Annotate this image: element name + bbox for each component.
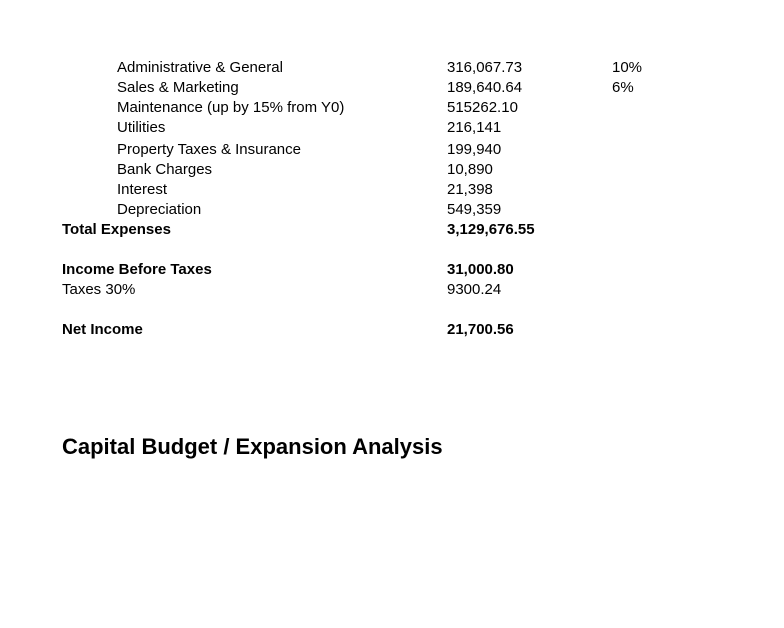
total-expenses-label: Total Expenses — [62, 221, 171, 238]
expense-row-utilities — [0, 118, 784, 138]
income-before-taxes-row — [0, 260, 784, 280]
expense-row-maintenance — [0, 98, 784, 118]
expense-label: Interest — [117, 181, 168, 198]
expense-label: Utilities — [117, 119, 166, 136]
taxes-value: 9300.24 — [447, 281, 502, 298]
expense-label: Administrative & General — [117, 59, 283, 76]
net-income-label: Net Income — [62, 321, 143, 338]
expense-label: Depreciation — [117, 201, 202, 218]
total-expenses-value: 3,129,676.55 — [447, 221, 535, 238]
expense-value: 216,141 — [447, 119, 502, 136]
net-income-value: 21,700.56 — [447, 321, 514, 338]
expense-row-administrative-general — [0, 58, 784, 78]
expense-label: Property Taxes & Insurance — [117, 141, 301, 158]
expense-label: Maintenance (up by 15% from Y0) — [117, 99, 345, 116]
total-expenses-row — [0, 220, 784, 240]
expense-value: 316,067.73 — [447, 59, 523, 76]
expense-row-property-taxes-insurance — [0, 140, 784, 160]
expense-label: Bank Charges — [117, 161, 213, 178]
expense-percent: 10% — [612, 59, 643, 76]
section-heading: Capital Budget / Expansion Analysis — [62, 434, 443, 459]
expense-value: 10,890 — [447, 161, 493, 178]
expense-value: 199,940 — [447, 141, 502, 158]
expense-row-interest — [0, 180, 784, 200]
net-income-row — [0, 320, 784, 340]
taxes-row — [0, 280, 784, 300]
income-before-taxes-value: 31,000.80 — [447, 261, 514, 278]
expense-label: Sales & Marketing — [117, 79, 239, 96]
income-before-taxes-label: Income Before Taxes — [62, 261, 212, 278]
expense-row-bank-charges — [0, 160, 784, 180]
expense-value: 21,398 — [447, 181, 493, 198]
expense-row-sales-marketing — [0, 78, 784, 98]
expense-value: 515262.10 — [447, 99, 518, 116]
expense-value: 189,640.64 — [447, 79, 523, 96]
taxes-label: Taxes 30% — [62, 281, 136, 298]
expense-value: 549,359 — [447, 201, 502, 218]
expense-row-depreciation — [0, 200, 784, 220]
expense-percent: 6% — [612, 79, 634, 96]
